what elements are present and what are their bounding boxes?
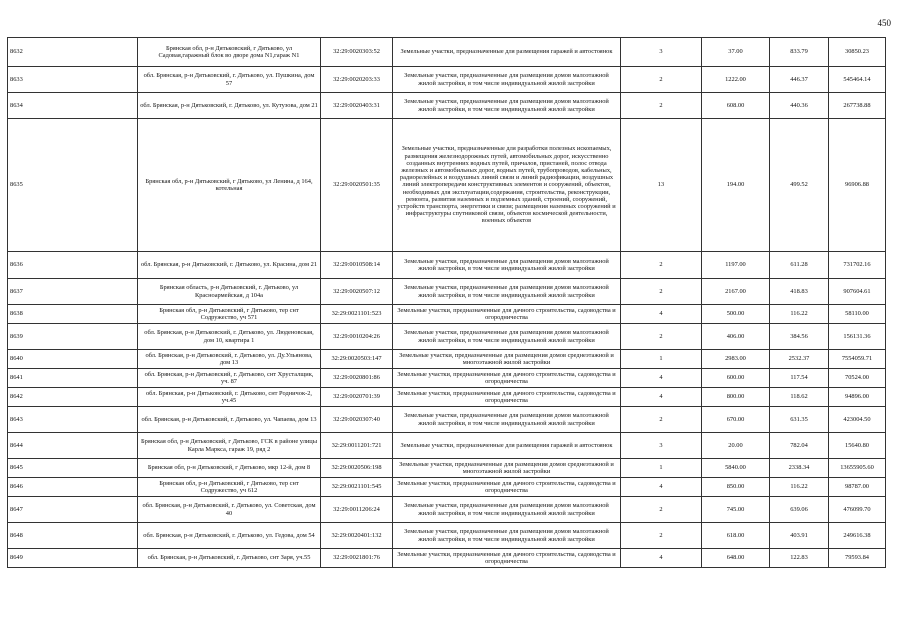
- page-number: 450: [877, 18, 891, 28]
- land-use-cell: Земельные участки, предназначенные для размещения домов малоэтажной жилой застройки, в том числе индивидуальной жилой застройки: [393, 93, 621, 119]
- rate-cell: 403.91: [770, 523, 829, 549]
- row-number: 8632: [8, 38, 138, 67]
- cadastral-value-cell: 13655905.60: [829, 459, 886, 478]
- address-cell: обл. Брянская, р-н Дятьковский, г. Дятьково, ул. Советская, дом 40: [138, 497, 321, 523]
- table-row: [8, 279, 886, 305]
- table-row: [8, 252, 886, 279]
- cadastral-number-cell: 32:29:0021801:76: [321, 549, 393, 568]
- cadastral-number-cell: 32:29:0020701:39: [321, 388, 393, 407]
- land-use-cell: Земельные участки, предназначенные для размещения домов малоэтажной жилой застройки, в том числе индивидуальной жилой застройки: [393, 279, 621, 305]
- row-number: 8643: [8, 407, 138, 433]
- cadastral-number-cell: 32:29:0020303:52: [321, 38, 393, 67]
- category-cell: 13: [621, 119, 702, 252]
- row-number: 8644: [8, 433, 138, 459]
- rate-cell: 833.79: [770, 38, 829, 67]
- category-cell: 1: [621, 459, 702, 478]
- row-number: 8639: [8, 324, 138, 350]
- table-row: [8, 433, 886, 459]
- category-cell: 2: [621, 407, 702, 433]
- row-number: 8645: [8, 459, 138, 478]
- land-use-cell: Земельные участки, предназначенные для размещения гаражей и автостоянок: [393, 433, 621, 459]
- area-cell: 2983.00: [702, 350, 770, 369]
- table-row: [8, 67, 886, 93]
- cadastral-value-cell: 545464.14: [829, 67, 886, 93]
- area-cell: 800.00: [702, 388, 770, 407]
- cadastral-number-cell: 32:29:0020403:31: [321, 93, 393, 119]
- rate-cell: 384.56: [770, 324, 829, 350]
- cadastral-value-cell: 156131.36: [829, 324, 886, 350]
- cadastral-value-table: [7, 37, 886, 568]
- cadastral-number-cell: 32:29:0010204:26: [321, 324, 393, 350]
- category-cell: 2: [621, 324, 702, 350]
- row-number: 8646: [8, 478, 138, 497]
- category-cell: 1: [621, 350, 702, 369]
- cadastral-number-cell: 32:29:0020507:12: [321, 279, 393, 305]
- address-cell: обл. Брянская, р-н Дятьковский, г. Дятьково, ул. Чапаева, дом 13: [138, 407, 321, 433]
- area-cell: 406.00: [702, 324, 770, 350]
- cadastral-value-cell: 7554059.71: [829, 350, 886, 369]
- address-cell: обл. Брянская, р-н Дятьковский, г. Дятьково, ул. Ду.Ульянова, дом 13: [138, 350, 321, 369]
- row-number: 8636: [8, 252, 138, 279]
- address-cell: обл. Брянская, р-н Дятьковский, г. Дятьково, ул. Люденовская, дом 10, квартира 1: [138, 324, 321, 350]
- land-use-cell: Земельные участки, предназначенные для дачного строительства, садоводства и огородничества: [393, 388, 621, 407]
- table-body: [8, 38, 886, 568]
- area-cell: 37.00: [702, 38, 770, 67]
- cadastral-number-cell: 32:29:0020506:198: [321, 459, 393, 478]
- cadastral-number-cell: 32:29:0020203:33: [321, 67, 393, 93]
- land-use-cell: Земельные участки, предназначенные для дачного строительства, садоводства и огородничества: [393, 549, 621, 568]
- rate-cell: 116.22: [770, 305, 829, 324]
- category-cell: 4: [621, 388, 702, 407]
- address-cell: Брянская обл, р-н Дятьковский, г Дятьково, ГСК в районе улицы Карла Маркса, гараж 19, ряд 2: [138, 433, 321, 459]
- table-row: [8, 388, 886, 407]
- land-use-cell: Земельные участки, предназначенные для дачного строительства, садоводства и огородничества: [393, 478, 621, 497]
- land-use-cell: Земельные участки, предназначенные для размещения домов малоэтажной жилой застройки, в том числе индивидуальной жилой застройки: [393, 497, 621, 523]
- land-use-cell: Земельные участки, предназначенные для размещения домов среднеэтажной и многоэтажной жилой застройки: [393, 459, 621, 478]
- category-cell: 4: [621, 549, 702, 568]
- address-cell: обл. Брянская, р-н Дятьковский, г. Дятьково, снт Родничок-2, уч.45: [138, 388, 321, 407]
- category-cell: 3: [621, 433, 702, 459]
- address-cell: обл. Брянская, р-н Дятьковский, г. Дятьково, ул. Гедова, дом 54: [138, 523, 321, 549]
- area-cell: 745.00: [702, 497, 770, 523]
- row-number: 8633: [8, 67, 138, 93]
- table-row: [8, 459, 886, 478]
- area-cell: 1197.00: [702, 252, 770, 279]
- land-use-cell: Земельные участки, предназначенные для размещения гаражей и автостоянок: [393, 38, 621, 67]
- area-cell: 648.00: [702, 549, 770, 568]
- address-cell: Брянская обл, р-н Дятьковский, г Дятьково, ул Ленина, д 164, котельная: [138, 119, 321, 252]
- row-number: 8642: [8, 388, 138, 407]
- category-cell: 2: [621, 93, 702, 119]
- row-number: 8641: [8, 369, 138, 388]
- row-number: 8649: [8, 549, 138, 568]
- cadastral-value-cell: 476099.70: [829, 497, 886, 523]
- area-cell: 600.00: [702, 369, 770, 388]
- area-cell: 670.00: [702, 407, 770, 433]
- rate-cell: 122.83: [770, 549, 829, 568]
- table-row: [8, 93, 886, 119]
- table-row: [8, 119, 886, 252]
- rate-cell: 782.04: [770, 433, 829, 459]
- rate-cell: 639.06: [770, 497, 829, 523]
- rate-cell: 446.37: [770, 67, 829, 93]
- land-use-cell: Земельные участки, предназначенные для размещения домов малоэтажной жилой застройки, в том числе индивидуальной жилой застройки: [393, 67, 621, 93]
- cadastral-number-cell: 32:29:0021101:545: [321, 478, 393, 497]
- row-number: 8634: [8, 93, 138, 119]
- table-row: [8, 478, 886, 497]
- row-number: 8648: [8, 523, 138, 549]
- table-row: [8, 369, 886, 388]
- cadastral-number-cell: 32:29:0011206:24: [321, 497, 393, 523]
- land-use-cell: Земельные участки, предназначенные для размещения домов среднеэтажной и многоэтажной жилой застройки: [393, 350, 621, 369]
- cadastral-number-cell: 32:29:0020503:147: [321, 350, 393, 369]
- table-row: [8, 38, 886, 67]
- land-use-cell: Земельные участки, предназначенные для размещения домов малоэтажной жилой застройки, в том числе индивидуальной жилой застройки: [393, 523, 621, 549]
- table-row: [8, 549, 886, 568]
- rate-cell: 118.62: [770, 388, 829, 407]
- category-cell: 4: [621, 369, 702, 388]
- table-row: [8, 407, 886, 433]
- rate-cell: 2338.34: [770, 459, 829, 478]
- category-cell: 2: [621, 497, 702, 523]
- cadastral-number-cell: 32:29:0010508:14: [321, 252, 393, 279]
- cadastral-value-cell: 423004.50: [829, 407, 886, 433]
- cadastral-value-cell: 58110.00: [829, 305, 886, 324]
- cadastral-value-cell: 96906.88: [829, 119, 886, 252]
- address-cell: Брянская область, р-н Дятьковский, г. Дятьково, ул Красноармейская, д 104а: [138, 279, 321, 305]
- category-cell: 4: [621, 305, 702, 324]
- address-cell: обл. Брянская, р-н Дятьковский, г. Дятьково, ул. Кутузова, дом 21: [138, 93, 321, 119]
- row-number: 8638: [8, 305, 138, 324]
- cadastral-value-cell: 79593.84: [829, 549, 886, 568]
- cadastral-number-cell: 32:29:0020307:40: [321, 407, 393, 433]
- cadastral-number-cell: 32:29:0020501:35: [321, 119, 393, 252]
- rate-cell: 611.28: [770, 252, 829, 279]
- area-cell: 20.00: [702, 433, 770, 459]
- cadastral-number-cell: 32:29:0020401:132: [321, 523, 393, 549]
- table-row: [8, 350, 886, 369]
- table-row: [8, 324, 886, 350]
- address-cell: Брянская обл, р-н Дятьковский, г Дятьково, тер снт Содружество, уч 612: [138, 478, 321, 497]
- land-use-cell: Земельные участки, предназначенные для дачного строительства, садоводства и огородничества: [393, 369, 621, 388]
- land-use-cell: Земельные участки, предназначенные для размещения домов малоэтажной жилой застройки, в том числе индивидуальной жилой застройки: [393, 407, 621, 433]
- area-cell: 1222.00: [702, 67, 770, 93]
- cadastral-value-cell: 907604.61: [829, 279, 886, 305]
- rate-cell: 116.22: [770, 478, 829, 497]
- row-number: 8647: [8, 497, 138, 523]
- cadastral-value-cell: 731702.16: [829, 252, 886, 279]
- cadastral-value-cell: 249616.38: [829, 523, 886, 549]
- cadastral-value-cell: 70524.00: [829, 369, 886, 388]
- category-cell: 2: [621, 523, 702, 549]
- rate-cell: 440.36: [770, 93, 829, 119]
- address-cell: Брянская обл, р-н Дятьковский, г Дятьково, мкр 12-й, дом 8: [138, 459, 321, 478]
- table-row: [8, 305, 886, 324]
- table-row: [8, 497, 886, 523]
- cadastral-value-cell: 30850.23: [829, 38, 886, 67]
- address-cell: обл. Брянская, р-н Дятьковский, г. Дятьково, снт Хрусталщик, уч. 87: [138, 369, 321, 388]
- rate-cell: 631.35: [770, 407, 829, 433]
- cadastral-value-cell: 94896.00: [829, 388, 886, 407]
- row-number: 8640: [8, 350, 138, 369]
- area-cell: 608.00: [702, 93, 770, 119]
- address-cell: Брянская обл, р-н Дятьковский, г Дятьково, тер снт Содружество, уч 571: [138, 305, 321, 324]
- area-cell: 500.00: [702, 305, 770, 324]
- category-cell: 2: [621, 252, 702, 279]
- category-cell: 2: [621, 279, 702, 305]
- address-cell: обл. Брянская, р-н Дятьковский, г. Дятьково, ул. Пушкина, дом 57: [138, 67, 321, 93]
- land-use-cell: Земельные участки, предназначенные для размещения домов малоэтажной жилой застройки, в том числе индивидуальной жилой застройки: [393, 324, 621, 350]
- cadastral-number-cell: 32:29:0021101:523: [321, 305, 393, 324]
- address-cell: Брянская обл, р-н Дятьковский, г Дятьково, ул Садовая,гаражный блок во дворе дома N1,гараж N1: [138, 38, 321, 67]
- area-cell: 5840.00: [702, 459, 770, 478]
- land-use-cell: Земельные участки, предназначенные для разработки полезных ископаемых, размещения железнодорожных путей, автомобильных дорог, искусственно созданных внутренних водных путей, причалов, пристаней, полос отвода железных и автомобильных дорог, водных путей, трубопроводов, кабельных, радиорелейных и воздушных линий связи и линий радиофикации, воздушных линий электропередачи конструктивных элементов и сооружений, объектов, необходимых для эксплуатации,содержания, строительства, реконструкции, ремонта, развития наземных и подземных зданий, строений, сооружений, устройств транспорта, энергетики и связи; размещения наземных сооружений и инфраструктуры спутниковой связи, объектов космической деятельности, военных объектов: [393, 119, 621, 252]
- category-cell: 2: [621, 67, 702, 93]
- rate-cell: 499.52: [770, 119, 829, 252]
- land-use-cell: Земельные участки, предназначенные для дачного строительства, садоводства и огородничества: [393, 305, 621, 324]
- rate-cell: 418.83: [770, 279, 829, 305]
- cadastral-number-cell: 32:29:0020801:86: [321, 369, 393, 388]
- cadastral-number-cell: 32:29:0011201:721: [321, 433, 393, 459]
- address-cell: обл. Брянская, р-н Дятьковский, г. Дятьково, снт Заря, уч.55: [138, 549, 321, 568]
- cadastral-value-cell: 15640.80: [829, 433, 886, 459]
- area-cell: 2167.00: [702, 279, 770, 305]
- area-cell: 850.00: [702, 478, 770, 497]
- table-row: [8, 523, 886, 549]
- land-use-cell: Земельные участки, предназначенные для размещения домов малоэтажной жилой застройки, в том числе индивидуальной жилой застройки: [393, 252, 621, 279]
- row-number: 8635: [8, 119, 138, 252]
- area-cell: 618.00: [702, 523, 770, 549]
- cadastral-value-cell: 267738.88: [829, 93, 886, 119]
- row-number: 8637: [8, 279, 138, 305]
- category-cell: 4: [621, 478, 702, 497]
- area-cell: 194.00: [702, 119, 770, 252]
- rate-cell: 117.54: [770, 369, 829, 388]
- address-cell: обл. Брянская, р-н Дятьковский, г. Дятьково, ул. Красина, дом 21: [138, 252, 321, 279]
- category-cell: 3: [621, 38, 702, 67]
- rate-cell: 2532.37: [770, 350, 829, 369]
- cadastral-value-cell: 98787.00: [829, 478, 886, 497]
